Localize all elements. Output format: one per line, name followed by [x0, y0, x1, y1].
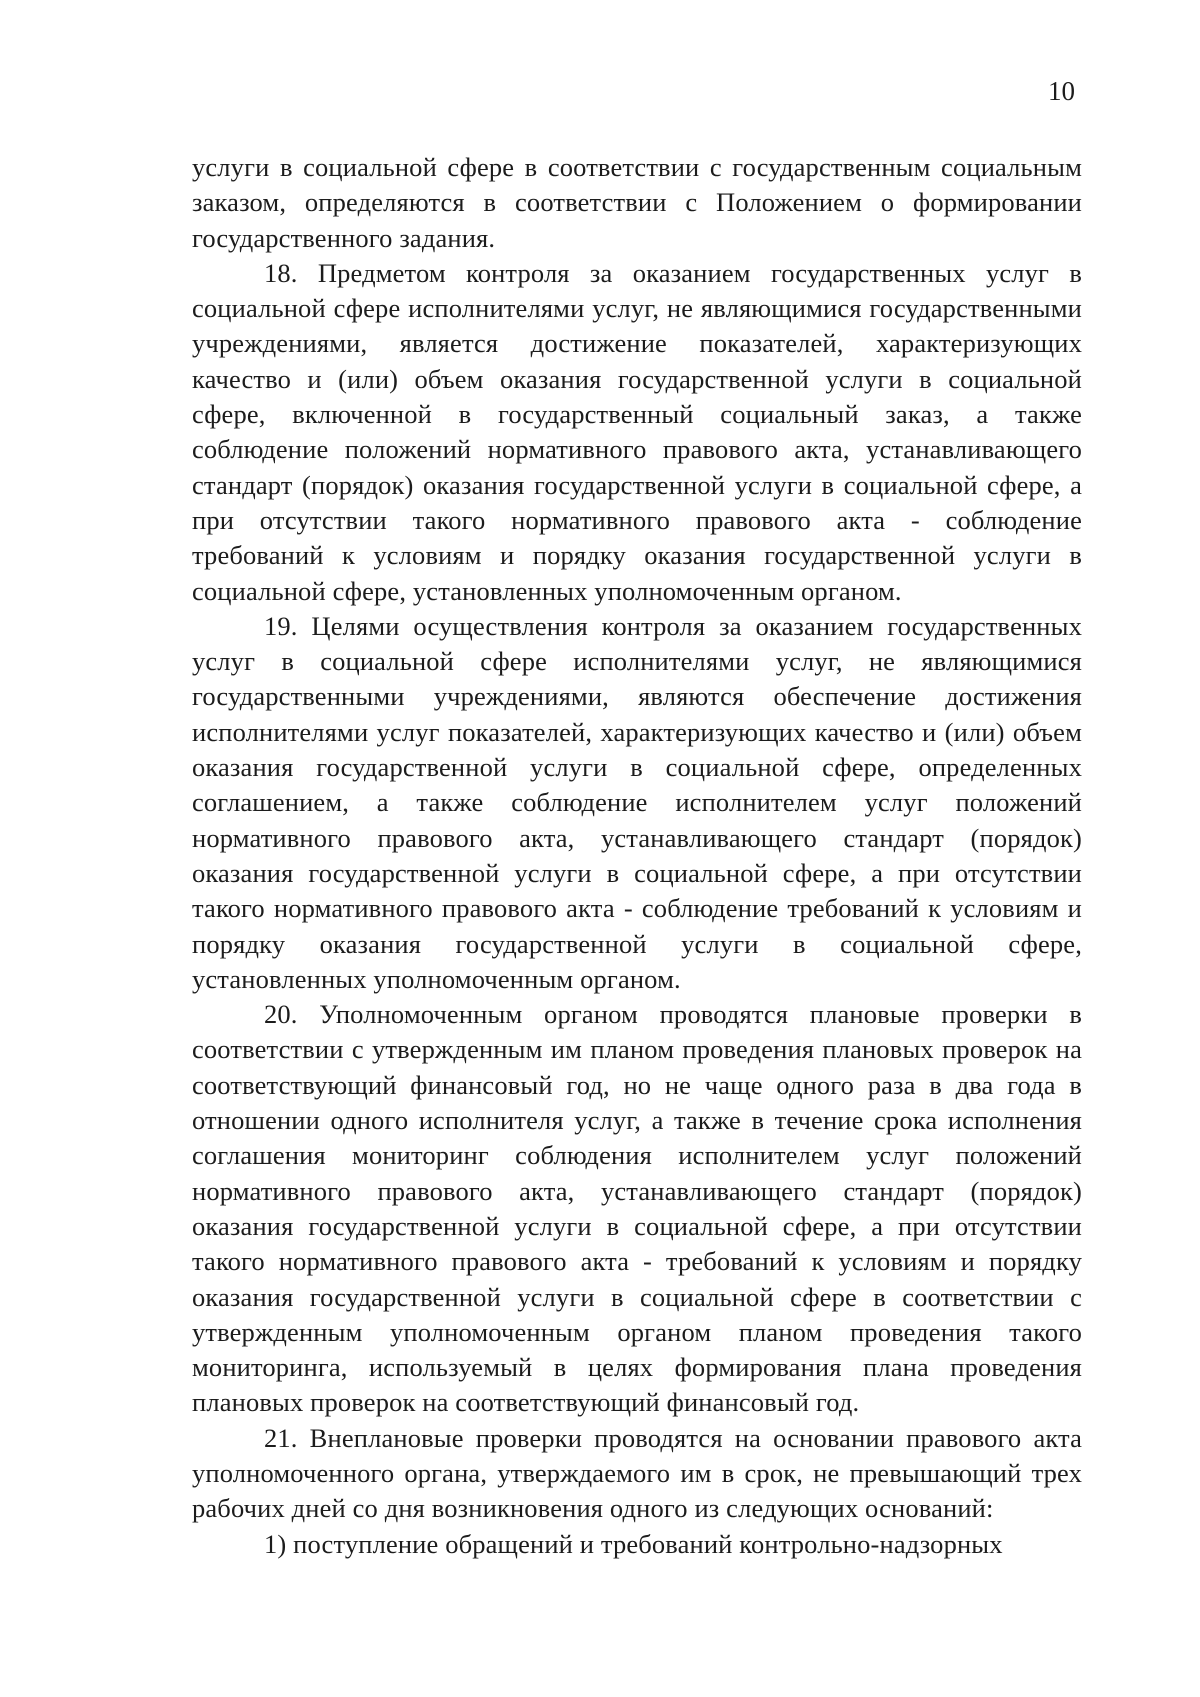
paragraph-19: 19. Целями осуществления контроля за оказанием государственных услуг в социальной сфере исполнителями услуг, не являющимися государственными учреждениями, являются обеспечение достижения исполнителями услуг показателей, характеризующих качество и (или) объем оказания государственной услуги в социальной сфере, определенных соглашением, а также соблюдение исполнителем услуг положений нормативного правового акта, устанавливающего стандарт (порядок) оказания государственной услуги в социальной сфере, а при отсутствии такого нормативного правового акта - соблюдение требований к условиям и порядку оказания государственной услуги в социальной сфере, установленных уполномоченным органом. [192, 610, 1082, 994]
paragraph-20: 20. Уполномоченным органом проводятся плановые проверки в соответствии с утвержденным им планом проведения плановых проверок на соответствующий финансовый год, но не чаще одного раза в два года в отношении одного исполнителя услуг, а также в течение срока исполнения соглашения мониторинг соблюдения исполнителем услуг положений нормативного правового акта, устанавливающего стандарт (порядок) оказания государственной услуги в социальной сфере, а при отсутствии такого нормативного правового акта - требований к условиям и порядку оказания государственной услуги в социальной сфере в соответствии с утвержденным уполномоченным органом планом проведения такого мониторинга, используемый в целях формирования плана проведения плановых проверок на соответствующий финансовый год. [192, 999, 1082, 1418]
paragraph-continuation: услуги в социальной сфере в соответствии с государственным социальным заказом, определяются в соответствии с Положением о формировании государственного задания. [192, 152, 1082, 253]
paragraph-21: 21. Внеплановые проверки проводятся на основании правового акта уполномоченного органа, утверждаемого им в срок, не превышающий трех рабочих дней со дня возникновения одного из следующих оснований: [192, 1422, 1082, 1524]
paragraph-18: 18. Предметом контроля за оказанием государственных услуг в социальной сфере исполнителями услуг, не являющимися государственными учреждениями, является достижение показателей, характеризующих качество и (или) объем оказания государственной услуги в социальной сфере, включенной в государственный социальный заказ, а также соблюдение положений нормативного правового акта, устанавливающего стандарт (порядок) оказания государственной услуги в социальной сфере, а при отсутствии такого нормативного правового акта - соблюдение требований к условиям и порядку оказания государственной услуги в социальной сфере, установленных уполномоченным органом. [192, 257, 1082, 606]
list-item-1: 1) поступление обращений и требований контрольно-надзорных [264, 1528, 1003, 1559]
document-body [192, 150, 1082, 1562]
page-number: 10 [1048, 76, 1075, 106]
